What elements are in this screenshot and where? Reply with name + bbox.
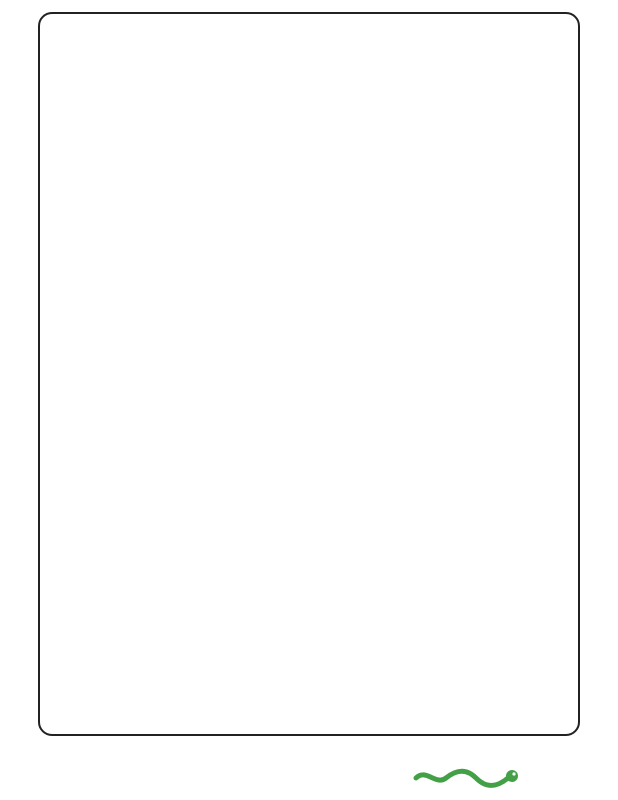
champion-books-logo <box>412 738 530 790</box>
page-frame <box>38 12 580 736</box>
worm-body-icon <box>416 771 508 785</box>
page-title <box>40 42 580 120</box>
worm-head-icon <box>506 770 518 782</box>
